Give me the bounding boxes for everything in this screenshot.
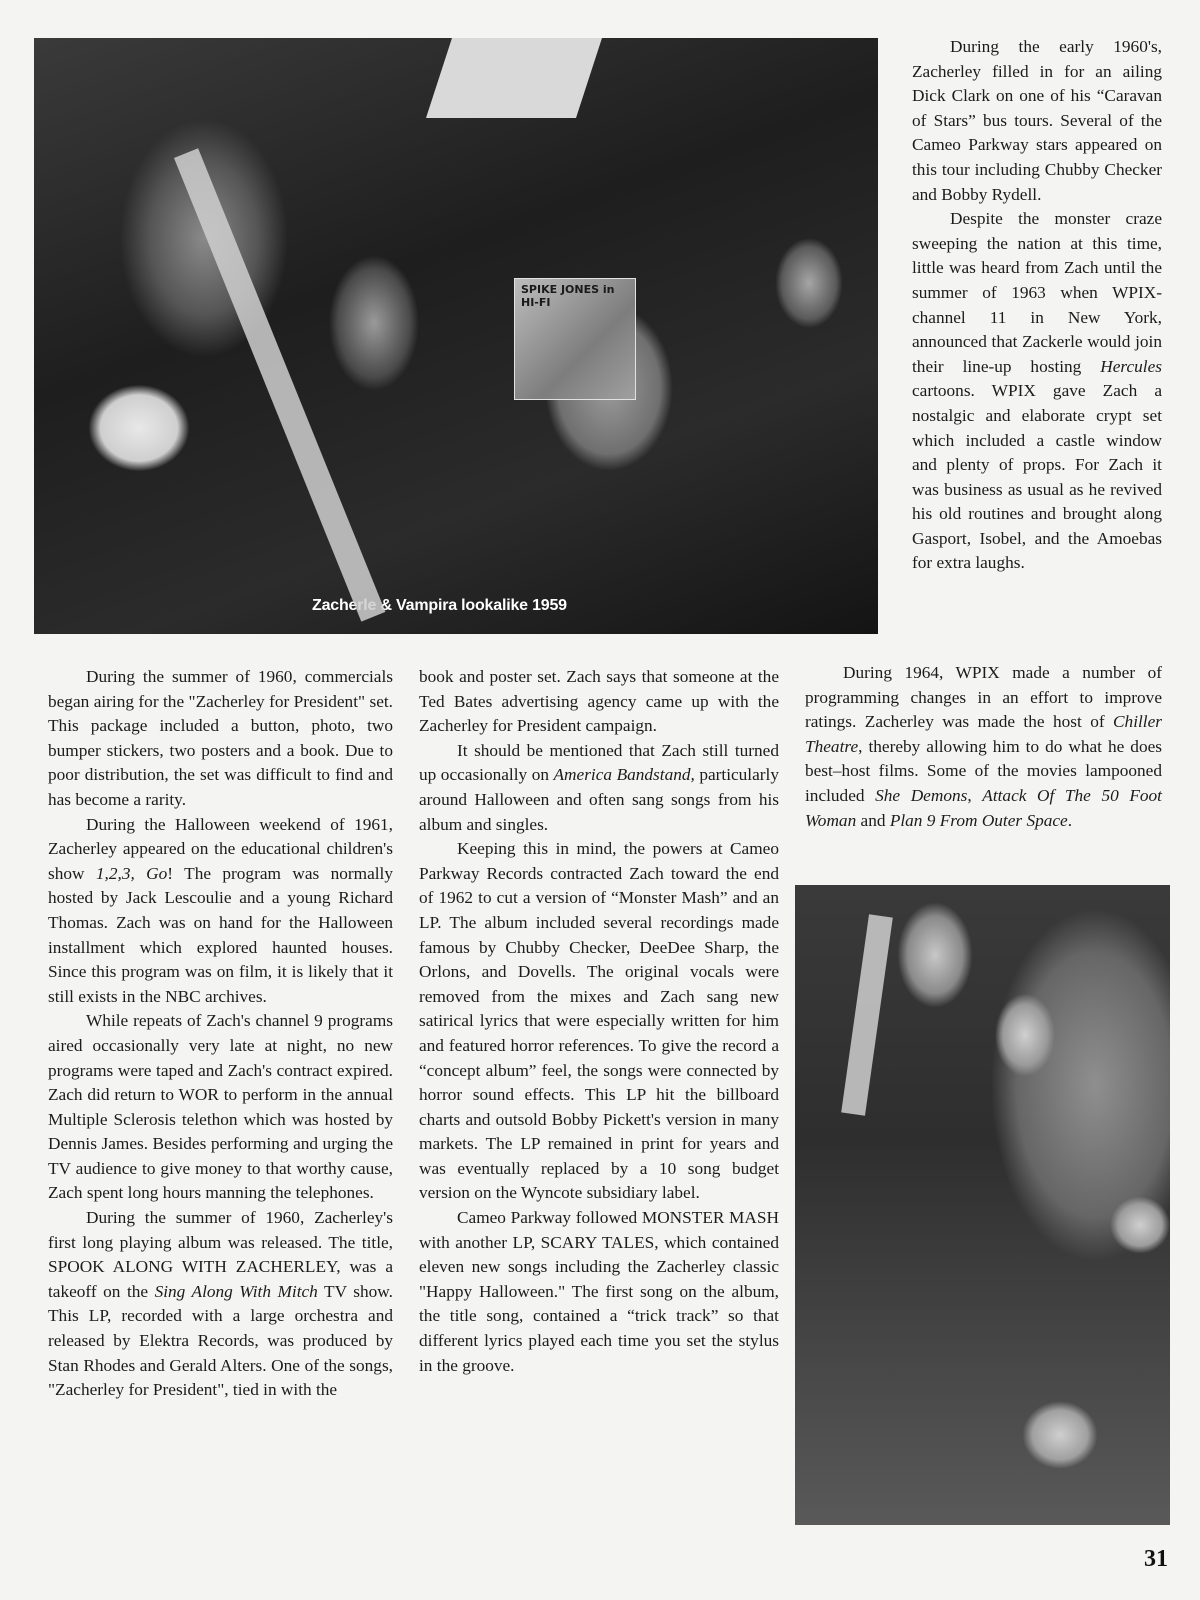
photo-zacherle-vampira [34, 38, 878, 634]
photo-caption: Zacherle & Vampira lookalike 1959 [312, 597, 567, 614]
paragraph: Cameo Parkway followed MONSTER MASH with another LP, SCARY TALES, which contained eleven new songs including the Zacherley classic "Happy Halloween." The first song on the album, the title song, contained a “trick track” so that different lyrics played each time you set the stylus in the groove. [419, 1208, 779, 1375]
article-column-3-mid [805, 661, 1162, 833]
paragraph: It should be mentioned that Zach still turned up occasionally on America Bandstand, particularly around Halloween and often sang songs from his album and singles. [419, 740, 779, 834]
paragraph: While repeats of Zach's channel 9 programs aired occasionally very late at night, no new programs were taped and Zach's contract expired. Zach did return to WOR to perform in the annual Multiple Sclerosis telethon which was hosted by Dennis James. Besides performing and urging the TV audience to give money to that worthy cause, Zach spent long hours manning the telephones. [48, 1011, 393, 1203]
album-sleeve-title: SPIKE JONES in HI-FI [521, 283, 615, 309]
album-sleeve [514, 278, 636, 400]
paragraph: During 1964, WPIX made a number of programming changes in an effort to improve ratings. Zacherley was made the host of Chiller Theatre, thereby allowing him to do what he does best–host films. Some of the movies lampooned included She Demons, Attack Of The 50 Foot Woman and Plan 9 From Outer Space. [805, 663, 1162, 830]
article-column-1 [48, 665, 393, 1403]
page-number: 31 [1144, 1546, 1168, 1572]
paragraph: Keeping this in mind, the powers at Cameo Parkway Records contracted Zach toward the end of 1962 to cut a version of “Monster Mash” and an LP. The album included several recordings made famous by Chubby Checker, DeeDee Sharp, the Orlons, and Dovells. The original vocals were removed from the mixes and Zach sang new satirical lyrics that were especially written for him and featured horror references. To give the record a “concept album” feel, the songs were connected by horror sound effects. This LP hit the billboard charts and outsold Bobby Pickett's version in many markets. The LP remained in print for years and was eventually replaced by a 10 song budget version on the Wyncote subsidiary label. [419, 839, 779, 1203]
paragraph: During the summer of 1960, commercials began airing for the "Zacherley for President" set. This package included a button, photo, two bumper stickers, two posters and a book. Due to poor distribution, the set was difficult to find and has become a rarity. [48, 667, 393, 809]
paragraph: Despite the monster craze sweeping the nation at this time, little was heard from Zach until the summer of 1963 when WPIX-channel 11 in New York, announced that Zackerle would join their line-up hosting Hercules cartoons. WPIX gave Zach a nostalgic and elaborate crypt set which included a castle window and plenty of props. For Zach it was business as usual as he revived his old routines and brought along Gasport, Isobel, and the Amoebas for extra laughs. [912, 209, 1162, 573]
paragraph: During the Halloween weekend of 1961, Zacherley appeared on the educational children's show 1,2,3, Go! The program was normally hosted by Jack Lescoulie and a young Richard Thomas. Zach was on hand for the Halloween installment which explored haunted houses. Since this program was on film, it is likely that it still exists in the NBC archives. [48, 814, 393, 1006]
article-column-3-top [912, 35, 1162, 576]
article-column-2 [419, 665, 779, 1378]
paragraph: During the summer of 1960, Zacherley's first long playing album was released. The title, SPOOK ALONG WITH ZACHERLEY, was a takeoff on the Sing Along With Mitch TV show. This LP, recorded with a large orchestra and released by Elektra Records, was produced by Stan Rhodes and Gerald Alters. One of the songs, "Zacherley for President", tied in with the [48, 1208, 393, 1400]
paragraph: book and poster set. Zach says that someone at the Ted Bates advertising agency came up with the Zacherley for President campaign. [419, 667, 779, 736]
paragraph: During the early 1960's, Zacherley filled in for an ailing Dick Clark on one of his “Caravan of Stars” bus tours. Several of the Cameo Parkway stars appeared on this tour including Chubby Checker and Bobby Rydell. [912, 37, 1162, 204]
photo-zacherle-with-pumpkin [795, 885, 1170, 1525]
